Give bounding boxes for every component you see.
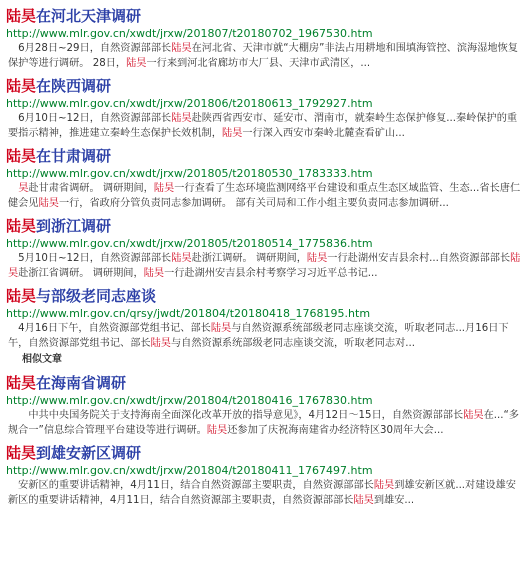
snippet-keyword-highlight: 陆昊 bbox=[171, 253, 192, 264]
snippet-text: 4月16日下午，自然资源部党组书记、部长 bbox=[8, 323, 211, 334]
snippet-keyword-highlight: 陆昊 bbox=[373, 480, 395, 491]
result-title-highlight: 陆昊 bbox=[6, 287, 37, 305]
snippet-text: 在...“多规合一”信息综合管理平台建设等进行调研。 bbox=[8, 410, 519, 436]
search-result bbox=[6, 216, 524, 281]
result-url[interactable]: http://www.mlr.gov.cn/xwdt/jrxw/201806/t20180613_1792927.htm bbox=[6, 97, 373, 110]
snippet-keyword-highlight: 陆昊 bbox=[463, 410, 484, 421]
snippet-text: 6月28日~29日，自然资源部部长 bbox=[8, 43, 172, 54]
search-result bbox=[6, 286, 524, 368]
result-title-text: 到浙江调研 bbox=[36, 217, 112, 235]
result-snippet bbox=[6, 478, 524, 508]
result-title-link[interactable] bbox=[6, 146, 524, 166]
snippet-text: 赴浙江省调研。 调研期间， bbox=[18, 268, 144, 279]
search-result bbox=[6, 76, 524, 141]
result-title-text: 到雄安新区调研 bbox=[36, 444, 142, 462]
snippet-keyword-highlight: 陆昊 bbox=[221, 128, 243, 139]
snippet-keyword-highlight: 陆昊 bbox=[353, 495, 374, 506]
snippet-text: 一行查看了生态环境监测网络平台建设和重点生态区域监管、生态...省长唐仁健会见 bbox=[8, 183, 521, 209]
result-title-text: 在陕西调研 bbox=[36, 77, 112, 95]
snippet-keyword-highlight: 陆昊 bbox=[210, 323, 232, 334]
result-title-link[interactable] bbox=[6, 373, 524, 393]
search-result bbox=[6, 6, 524, 71]
result-title-text: 在河北天津调研 bbox=[36, 7, 142, 25]
snippet-text: 与自然资源系统部级老同志座谈交流，听取老同志对... bbox=[171, 338, 416, 349]
snippet-text: 一行赴湖州安吉县余村...自然资源部部长 bbox=[327, 253, 511, 264]
snippet-text: 中共中央国务院关于支持海南全面深化改革开放的指导意见》，4月12日～15日，自然资源部部长 bbox=[8, 410, 464, 421]
search-result bbox=[6, 146, 524, 211]
result-title-link[interactable] bbox=[6, 443, 524, 463]
snippet-keyword-highlight: 陆昊 bbox=[8, 253, 521, 279]
result-snippet bbox=[6, 41, 524, 71]
snippet-text: 一行深入西安市秦岭北麓查看矿山... bbox=[242, 128, 405, 139]
result-title-link[interactable] bbox=[6, 216, 524, 236]
result-snippet bbox=[6, 408, 524, 438]
result-title-highlight: 陆昊 bbox=[6, 217, 37, 235]
result-title-highlight: 陆昊 bbox=[6, 147, 37, 165]
result-url[interactable]: http://www.mlr.gov.cn/xwdt/jrxw/201807/t20180702_1967530.htm bbox=[6, 27, 373, 40]
result-snippet bbox=[6, 251, 524, 281]
snippet-keyword-highlight: 昊 bbox=[18, 183, 29, 194]
snippet-text: 5月10日~12日，自然资源部部长 bbox=[8, 253, 172, 264]
snippet-text: 一行，省政府分管负责同志参加调研。 部有关司局和工作小组主要负责同志参加调研... bbox=[58, 198, 449, 209]
result-url[interactable]: http://www.mlr.gov.cn/qrsy/jwdt/201804/t20180418_1768195.htm bbox=[6, 307, 371, 320]
result-url[interactable]: http://www.mlr.gov.cn/xwdt/jrxw/201805/t20180530_1783333.htm bbox=[6, 167, 373, 180]
snippet-text: 赴浙江调研。 调研期间， bbox=[191, 253, 307, 264]
related-articles-link[interactable]: 相似文章 bbox=[22, 354, 62, 365]
result-snippet bbox=[6, 321, 524, 351]
snippet-text: 在河北省、天津市就“大棚房”非法占用耕地和围填海管控、滨海湿地恢复保护等进行调研。 28日， bbox=[8, 43, 518, 69]
snippet-keyword-highlight: 陆昊 bbox=[150, 338, 171, 349]
result-snippet bbox=[6, 181, 524, 211]
snippet-keyword-highlight: 陆昊 bbox=[206, 425, 228, 436]
search-result bbox=[6, 373, 524, 438]
result-url[interactable]: http://www.mlr.gov.cn/xwdt/jrxw/201804/t20180416_1767830.htm bbox=[6, 394, 373, 407]
snippet-keyword-highlight: 陆昊 bbox=[153, 183, 175, 194]
result-title-highlight: 陆昊 bbox=[6, 7, 37, 25]
result-snippet bbox=[6, 111, 524, 141]
snippet-keyword-highlight: 陆昊 bbox=[171, 113, 192, 124]
result-title-link[interactable] bbox=[6, 6, 524, 26]
result-url[interactable]: http://www.mlr.gov.cn/xwdt/jrxw/201804/t20180411_1767497.htm bbox=[6, 464, 373, 477]
snippet-text: 与自然资源系统部级老同志座谈交流，听取老同志...月16日下午，自然资源部党组书记、部长 bbox=[8, 323, 509, 349]
snippet-text: 到雄安新区就...对建设雄安新区的重要讲话精神，4月11日，结合自然资源部主要职责，自然资源部部长 bbox=[8, 480, 516, 506]
snippet-text: 一行来到河北省廊坊市大厂县、天津市武清区，... bbox=[146, 58, 371, 69]
snippet-keyword-highlight: 陆昊 bbox=[143, 268, 165, 279]
result-title-link[interactable] bbox=[6, 286, 524, 306]
result-title-text: 与部级老同志座谈 bbox=[36, 287, 157, 305]
result-title-link[interactable] bbox=[6, 76, 524, 96]
result-title-highlight: 陆昊 bbox=[6, 374, 37, 392]
result-title-text: 在甘肃调研 bbox=[36, 147, 112, 165]
result-url[interactable]: http://www.mlr.gov.cn/xwdt/jrxw/201805/t20180514_1775836.htm bbox=[6, 237, 373, 250]
result-title-highlight: 陆昊 bbox=[6, 444, 37, 462]
snippet-keyword-highlight: 陆昊 bbox=[171, 43, 192, 54]
snippet-text bbox=[8, 183, 18, 194]
search-result bbox=[6, 443, 524, 508]
snippet-text: 一行赴湖州安吉县余村考察学习习近平总书记... bbox=[164, 268, 378, 279]
snippet-text: 赴甘肃省调研。 调研期间， bbox=[28, 183, 154, 194]
snippet-text: 到雄安... bbox=[373, 495, 415, 506]
snippet-text: 还参加了庆祝海南建省办经济特区30周年大会... bbox=[227, 425, 444, 436]
snippet-text: 安新区的重要讲话精神，4月11日，结合自然资源部主要职责，自然资源部部长 bbox=[8, 480, 374, 491]
snippet-keyword-highlight: 陆昊 bbox=[306, 253, 328, 264]
snippet-keyword-highlight: 陆昊 bbox=[126, 58, 147, 69]
snippet-text: 赴陕西省西安市、延安市、渭南市，就秦岭生态保护修复...秦岭保护的重要指示精神，推进建立秦岭生态保护长效机制， bbox=[8, 113, 518, 139]
result-title-text: 在海南省调研 bbox=[36, 374, 127, 392]
snippet-text: 6月10日~12日，自然资源部部长 bbox=[8, 113, 172, 124]
result-title-highlight: 陆昊 bbox=[6, 77, 37, 95]
snippet-keyword-highlight: 陆昊 bbox=[38, 198, 59, 209]
